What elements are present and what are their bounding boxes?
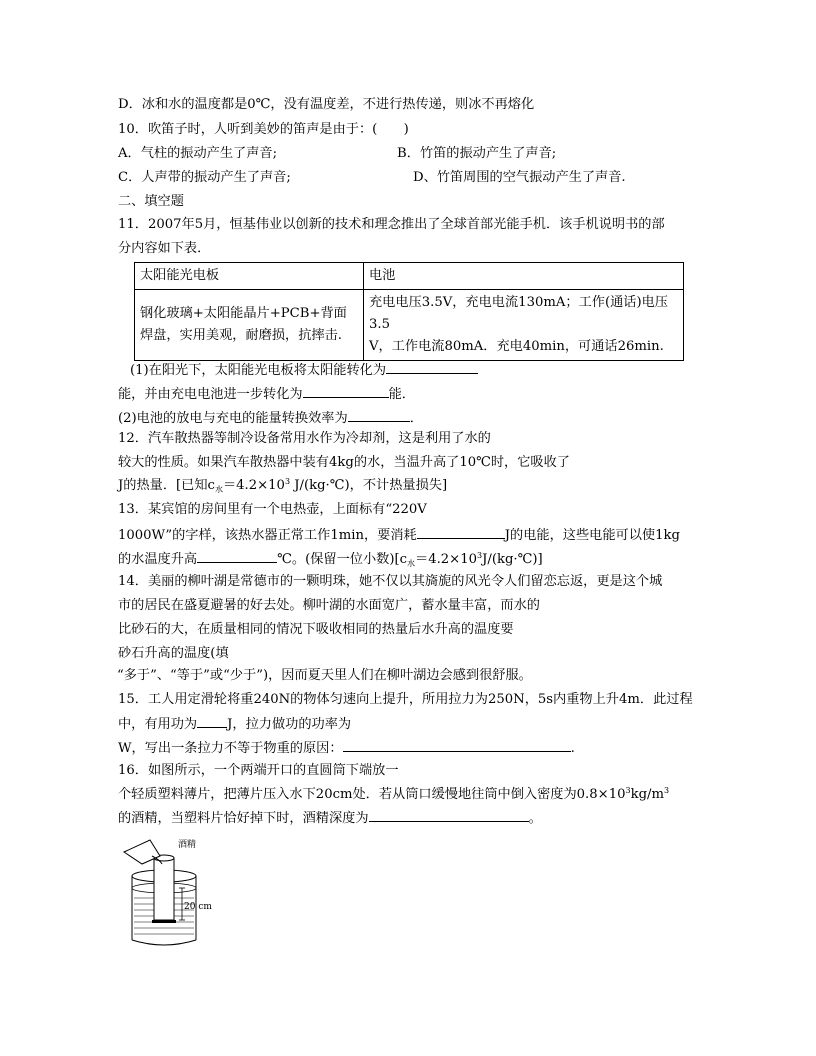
question-13-line-2 xyxy=(118,525,680,545)
answer-blank[interactable] xyxy=(386,360,478,374)
q16-text-b: kg/m xyxy=(630,787,664,802)
question-12-line-3 xyxy=(118,477,447,496)
question-16-line-3 xyxy=(118,808,542,828)
battery-spec-line-2: 3.5 xyxy=(369,317,390,332)
question-14-line-3: 比砂石的大，在质量相同的情况下吸收相同的热量后水升高的温度要 xyxy=(118,622,514,637)
q11-part1-cont-text: 能，并由充电电池进一步转化为 xyxy=(118,387,303,402)
question-10-option-a: A．气柱的振动产生了声音; xyxy=(118,146,278,161)
question-10-option-b: B．竹笛的振动产生了声音; xyxy=(397,146,557,161)
q16-text-d: 。 xyxy=(528,811,542,826)
answer-blank[interactable] xyxy=(303,384,389,398)
q13-text-c: 的水温度升高 xyxy=(118,552,198,567)
q15-text-a: 中，有用功为 xyxy=(118,717,198,732)
q11-part2-tail: ． xyxy=(409,411,423,426)
q15-text-c: W，写出一条拉力不等于物重的原因： xyxy=(118,741,343,756)
question-16-line-1: 16．如图所示，一个两端开口的直圆筒下端放一 xyxy=(118,763,399,778)
phone-spec-table xyxy=(134,262,684,361)
plastic-sheet xyxy=(152,920,176,923)
q11-part1-cont-tail: 能． xyxy=(388,387,415,402)
answer-blank[interactable] xyxy=(343,738,571,752)
q12-text-b: ＝4.2×10 xyxy=(222,478,285,493)
q13-subscript: 水 xyxy=(407,559,416,568)
cylinder-experiment-figure xyxy=(120,838,230,948)
table-cell-solar-panel: 钢化玻璃+太阳能晶片+PCB+背面焊盘，实用美观，耐磨损，抗摔击. xyxy=(135,290,364,361)
answer-blank[interactable] xyxy=(197,549,277,563)
q16-text-a: 个轻质塑料薄片，把薄片压入水下20cm处．若从筒口缓慢地往筒中倒入密度为0.8×10 xyxy=(118,787,626,802)
table-cell-battery xyxy=(364,290,684,361)
question-11-line-1: 11．2007年5月，恒基伟业以创新的技术和理念推出了全球首部光能手机．该手机说明书的部 xyxy=(118,217,665,232)
answer-blank[interactable] xyxy=(417,525,505,539)
q16-superscript-2: 3 xyxy=(663,786,670,795)
q12-text-c: J/(kg·℃)，不计热量损失] xyxy=(290,478,448,493)
q11-part2-text: (2)电池的放电与充电的能量转换效率为 xyxy=(118,411,348,426)
question-11-line-2: 分内容如下表． xyxy=(118,241,211,256)
question-13-line-1: 13．某宾馆的房间里有一个电热壶，上面标有“220V xyxy=(118,502,427,517)
q15-text-b: J，拉力做功的功率为 xyxy=(227,717,352,732)
question-14-line-1: 14．美丽的柳叶湖是常德市的一颗明珠，她不仅以其旖旎的风光令人们留恋忘返，更是这个城 xyxy=(118,574,663,589)
alcohol-label: 酒精 xyxy=(178,840,197,850)
question-10-option-c: C．人声带的振动产生了声音; xyxy=(118,170,291,185)
beaker-bottom xyxy=(132,940,196,945)
battery-spec-line-3: V，工作电流80mA．充电40min，可通话26min. xyxy=(369,339,664,354)
q12-superscript: 3 xyxy=(284,477,291,486)
q13-superscript: 3 xyxy=(477,551,483,560)
q13-text-d: ℃。(保留一位小数)[c xyxy=(277,552,408,567)
question-9-option-d: D．冰和水的温度都是0℃，没有温度差，不进行热传递，则冰不再熔化 xyxy=(118,97,535,112)
answer-blank[interactable] xyxy=(369,808,529,822)
question-16-line-2 xyxy=(118,786,669,805)
table-row xyxy=(135,290,684,361)
question-11-part-1-cont xyxy=(118,384,415,404)
question-11-part-2 xyxy=(118,408,423,428)
question-12-line-1: 12．汽车散热器等制冷设备常用水作为冷却剂，这是利用了水的 xyxy=(118,431,491,446)
question-10-option-d: D、竹笛周围的空气振动产生了声音. xyxy=(413,170,626,185)
question-14-line-5: “多于”、“等于”或“少于”)，因而夏天里人们在柳叶湖边会感到很舒服。 xyxy=(117,668,532,683)
question-14-line-4: 砂石升高的温度(填 xyxy=(118,646,229,661)
q13-text-f: J/(kg·℃)] xyxy=(482,552,543,567)
answer-blank[interactable] xyxy=(348,408,410,422)
table-header-battery: 电池 xyxy=(364,263,684,290)
question-15-line-2 xyxy=(118,714,351,734)
question-11-part-1 xyxy=(130,360,478,380)
q15-text-d: . xyxy=(570,741,575,756)
table-header-solar-panel: 太阳能光电板 xyxy=(135,263,364,290)
q13-text-e: ＝4.2×10 xyxy=(415,552,478,567)
q12-text-a: J的热量．[已知c xyxy=(118,478,215,493)
section-heading-fill-in: 二、填空题 xyxy=(118,194,184,209)
q12-subscript: 水 xyxy=(214,485,223,494)
question-15-line-1: 15．工人用定滑轮将重240N的物体匀速向上提升，所用拉力为250N，5s内重物上升4m．此过程 xyxy=(118,692,693,707)
question-12-line-2: 较大的性质。如果汽车散热器中装有4kg的水，当温升高了10℃时，它吸收了 xyxy=(118,455,570,470)
q16-superscript: 3 xyxy=(625,786,631,795)
question-10-stem: 10．吹笛子时，人听到美妙的笛声是由于：( ) xyxy=(118,122,409,137)
q13-text-b: J的电能，这些电能可以使1kg xyxy=(504,528,680,543)
q16-text-c: 的酒精，当塑料片恰好掉下时，酒精深度为 xyxy=(118,811,369,826)
question-15-line-3 xyxy=(118,738,575,758)
q13-text-a: 1000W”的字样，该热水器正常工作1min，要消耗 xyxy=(118,528,417,543)
question-13-line-3 xyxy=(118,549,543,570)
answer-blank[interactable] xyxy=(197,714,227,728)
q11-part1-text: (1)在阳光下，太阳能光电板将太阳能转化为 xyxy=(130,363,387,378)
question-14-line-2: 市的居民在盛夏避暑的好去处。柳叶湖的水面宽广，蓄水量丰富，而水的 xyxy=(118,598,540,613)
depth-label: 20 cm xyxy=(184,902,212,912)
cylinder-diagram xyxy=(120,838,230,948)
battery-spec-line-1: 充电电压3.5V，充电电流130mA；工作(通话)电压 xyxy=(369,295,668,310)
table-header-row xyxy=(135,263,684,290)
glass-tube xyxy=(154,858,174,920)
